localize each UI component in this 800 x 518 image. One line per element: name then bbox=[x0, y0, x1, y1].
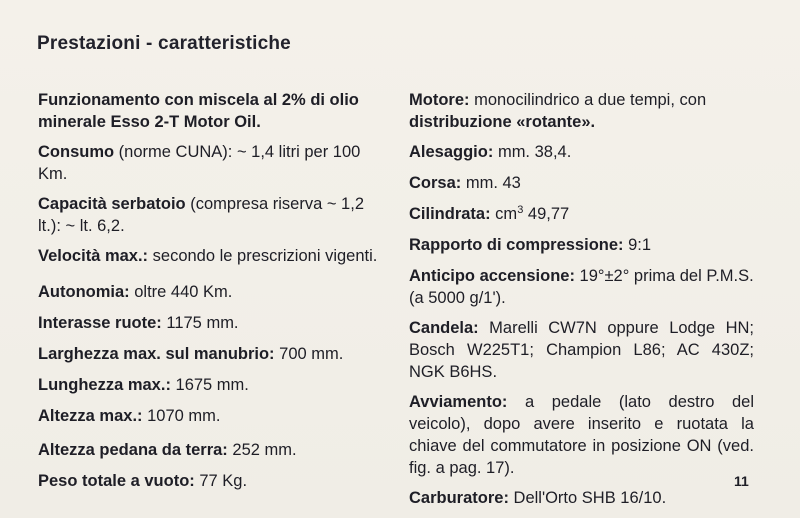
spec-label: Autonomia: bbox=[38, 283, 130, 301]
spec-label: Altezza max.: bbox=[38, 407, 143, 425]
spec-value: 49,77 bbox=[523, 205, 570, 223]
spec-value: Marelli CW7N oppure Lodge HN; Bosch W225T1; Champion L86; AC 430Z; NGK B6HS. bbox=[409, 319, 754, 381]
spec-altezza bbox=[38, 405, 388, 427]
spec-value: (compresa riserva ~ 1,2 lt.): ~ lt. 6,2. bbox=[38, 195, 364, 235]
spec-label: Carburatore: bbox=[409, 489, 509, 507]
spec-label: Cilindrata: bbox=[409, 205, 491, 223]
spec-value: a pedale (lato destro del veicolo), dopo avere inserito e ruotata la chiave del commutatore in posizione ON (ved. fig. a pag. 17). bbox=[409, 393, 754, 477]
spec-label: Alesaggio: bbox=[409, 143, 494, 161]
spec-peso bbox=[38, 470, 388, 492]
page-title: Prestazioni - caratteristiche bbox=[37, 33, 291, 54]
spec-carburatore bbox=[409, 487, 754, 509]
spec-cilindrata bbox=[409, 203, 754, 225]
spec-interasse bbox=[38, 312, 388, 334]
spec-lunghezza bbox=[38, 374, 388, 396]
spec-autonomia bbox=[38, 281, 388, 303]
spec-alesaggio bbox=[409, 141, 754, 163]
spec-value: monocilindrico a due tempi, con bbox=[469, 91, 707, 109]
superscript: 3 bbox=[517, 204, 524, 216]
spec-value: secondo le prescrizioni vigenti. bbox=[148, 247, 378, 265]
spec-consumo bbox=[38, 141, 388, 185]
spec-label: Altezza pedana da terra: bbox=[38, 441, 228, 459]
right-column bbox=[409, 89, 754, 517]
spec-value: 1675 mm. bbox=[170, 376, 249, 394]
spec-corsa bbox=[409, 172, 754, 194]
spec-value: 1070 mm. bbox=[142, 407, 221, 425]
spec-value: 19°±2° prima del P.M.S. (a 5000 g/1'). bbox=[409, 267, 754, 307]
spec-value: (norme CUNA): ~ 1,4 litri per 100 Km. bbox=[38, 143, 361, 183]
spec-label: Peso totale a vuoto: bbox=[38, 472, 195, 490]
spec-value: mm. 38,4. bbox=[493, 143, 572, 161]
spec-label: Consumo bbox=[38, 143, 115, 161]
spec-label-secondary: distribuzione «rotante». bbox=[409, 113, 596, 131]
spec-label: Avviamento: bbox=[409, 393, 508, 411]
spec-value: 77 Kg. bbox=[194, 472, 248, 490]
left-column bbox=[38, 89, 388, 501]
spec-label: Velocità max.: bbox=[38, 247, 149, 265]
spec-pedana bbox=[38, 439, 388, 461]
spec-value: 252 mm. bbox=[227, 441, 297, 459]
spec-label: Rapporto di compressione: bbox=[409, 236, 624, 254]
spec-label: Anticipo accensione: bbox=[409, 267, 575, 285]
spec-velocita bbox=[38, 245, 388, 267]
spec-rapporto bbox=[409, 234, 754, 256]
spec-value: oltre 440 Km. bbox=[129, 283, 233, 301]
spec-value: mm. 43 bbox=[461, 174, 521, 192]
spec-label: Interasse ruote: bbox=[38, 314, 162, 332]
spec-motore bbox=[409, 89, 754, 133]
spec-value: 700 mm. bbox=[274, 345, 344, 363]
spec-value: Dell'Orto SHB 16/10. bbox=[508, 489, 667, 507]
spec-anticipo bbox=[409, 265, 754, 309]
spec-value: cm bbox=[490, 205, 518, 223]
spec-label: Capacità serbatoio bbox=[38, 195, 186, 213]
spec-value: 1175 mm. bbox=[161, 314, 239, 332]
spec-candela bbox=[409, 317, 754, 383]
spec-label: Larghezza max. sul manubrio: bbox=[38, 345, 275, 363]
spec-value: 9:1 bbox=[623, 236, 652, 254]
spec-label: Motore: bbox=[409, 91, 470, 109]
spec-serbatoio bbox=[38, 193, 388, 237]
spec-label: Corsa: bbox=[409, 174, 462, 192]
spec-label: Candela: bbox=[409, 319, 479, 337]
spec-larghezza bbox=[38, 343, 388, 365]
fuel-mixture-note: Funzionamento con miscela al 2% di olio minerale Esso 2-T Motor Oil. bbox=[38, 91, 359, 131]
page-number: 11 bbox=[734, 473, 749, 489]
spec-label: Lunghezza max.: bbox=[38, 376, 171, 394]
spec-avviamento bbox=[409, 391, 754, 479]
